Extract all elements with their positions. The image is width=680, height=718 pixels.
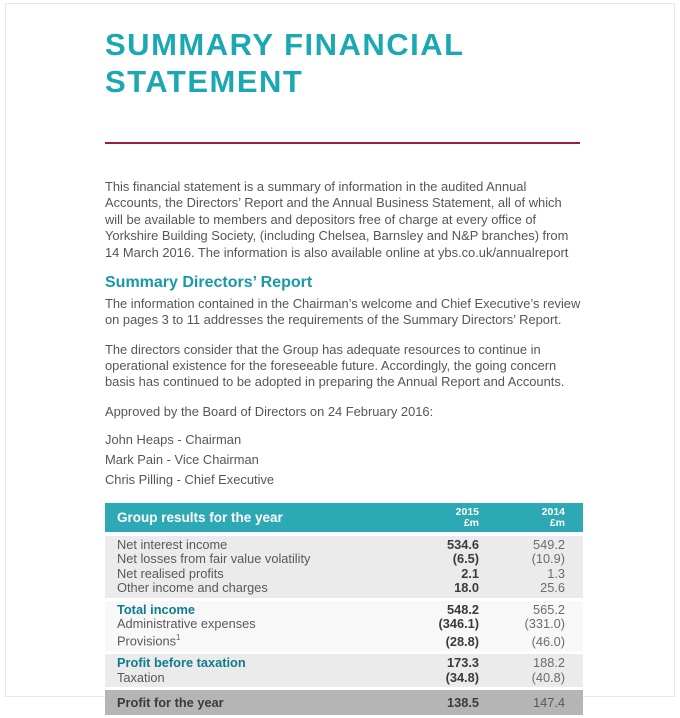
table-header (105, 503, 583, 532)
value-2014: 565.2 (532, 601, 565, 617)
signatory-chief-executive: Chris Pilling - Chief Executive (105, 472, 275, 488)
table-row (105, 631, 583, 649)
table-title: Group results for the year (117, 510, 283, 526)
table-row (105, 671, 583, 685)
row-label: Other income and charges (117, 580, 268, 596)
row-label: Profit before taxation (117, 655, 246, 671)
value-2014: (331.0) (524, 616, 565, 632)
value-2015: (6.5) (452, 551, 479, 567)
value-2014: (46.0) (531, 633, 565, 649)
divider-line (105, 142, 580, 144)
page-title (105, 26, 583, 100)
value-2015: 173.3 (446, 655, 479, 671)
table-row (105, 581, 583, 595)
document-page (105, 0, 583, 718)
table-row (105, 695, 583, 710)
table-block (105, 601, 583, 651)
value-2014: 188.2 (532, 655, 565, 671)
column-header-2014 (479, 507, 565, 529)
value-2014: 147.4 (532, 694, 565, 710)
value-2015: 18.0 (454, 580, 479, 596)
column-year-2014: 2014 (541, 505, 565, 518)
value-2014: (40.8) (531, 669, 565, 685)
value-2015: 534.6 (446, 537, 479, 553)
table-row (105, 567, 583, 581)
table-block (105, 536, 583, 598)
value-2015: (346.1) (438, 616, 479, 632)
value-2015: 2.1 (461, 565, 479, 581)
directors-paragraph-1: The information contained in the Chairman’s welcome and Chief Executive’s review on pages 3 to 11 addresses the requirements of the Summary Directors’ Report. (105, 295, 581, 328)
value-2015: 548.2 (446, 601, 479, 617)
approval-line: Approved by the Board of Directors on 24 February 2016: (105, 403, 434, 419)
table-row (105, 603, 583, 617)
column-unit-2014: £m (549, 516, 565, 529)
directors-paragraph-2: The directors consider that the Group has adequate resources to continue in operational existence for the foreseeable future. Accordingly, the going concern basis has continued to be adopted in preparing the Annual Report and Accounts. (105, 341, 565, 390)
value-2015: (28.8) (445, 633, 479, 649)
row-label: Net losses from fair value volatility (117, 551, 311, 567)
row-label: Net interest income (117, 537, 228, 553)
value-2014: 1.3 (547, 565, 565, 581)
value-2015: 138.5 (446, 694, 479, 710)
signatory-chairman: John Heaps - Chairman (105, 432, 242, 448)
page-title-line1: SUMMARY FINANCIAL (105, 27, 465, 62)
row-label: Administrative expenses (117, 616, 256, 632)
table-row (105, 656, 583, 670)
value-2015: (34.8) (445, 669, 479, 685)
section-heading: Summary Directors’ Report (105, 273, 313, 291)
table-block (105, 654, 583, 687)
intro-paragraph: This financial statement is a summary of information in the audited Annual Accounts, the Directors’ Report and the Annual Business Statement, all of which will be available to members and depositors free of charge at every office of Yorkshire Building Society, (including Chelsea, Barnsley and N&P branches) from 14 March 2016. The information is also available online at ybs.co.uk/annualreport (105, 179, 569, 260)
row-label: Net realised profits (117, 565, 224, 581)
table-block (105, 690, 583, 715)
column-unit-2015: £m (463, 516, 479, 529)
results-table-body (105, 536, 583, 715)
value-2014: 549.2 (532, 537, 565, 553)
table-row (105, 538, 583, 552)
value-2014: 25.6 (540, 580, 565, 596)
table-row (105, 617, 583, 631)
column-header-2015 (391, 507, 479, 529)
row-label: Total income (117, 601, 195, 617)
footnote-marker: 1 (176, 633, 181, 643)
row-label: Provisions$^1$ (117, 633, 181, 649)
table-row (105, 552, 583, 566)
results-table (105, 503, 583, 715)
page-title-line2: STATEMENT (105, 64, 304, 99)
row-label: Profit for the year (117, 694, 224, 710)
signatory-vice-chairman: Mark Pain - Vice Chairman (105, 452, 259, 468)
row-label: Taxation (117, 669, 165, 685)
value-2014: (10.9) (531, 551, 565, 567)
column-year-2015: 2015 (455, 505, 479, 518)
